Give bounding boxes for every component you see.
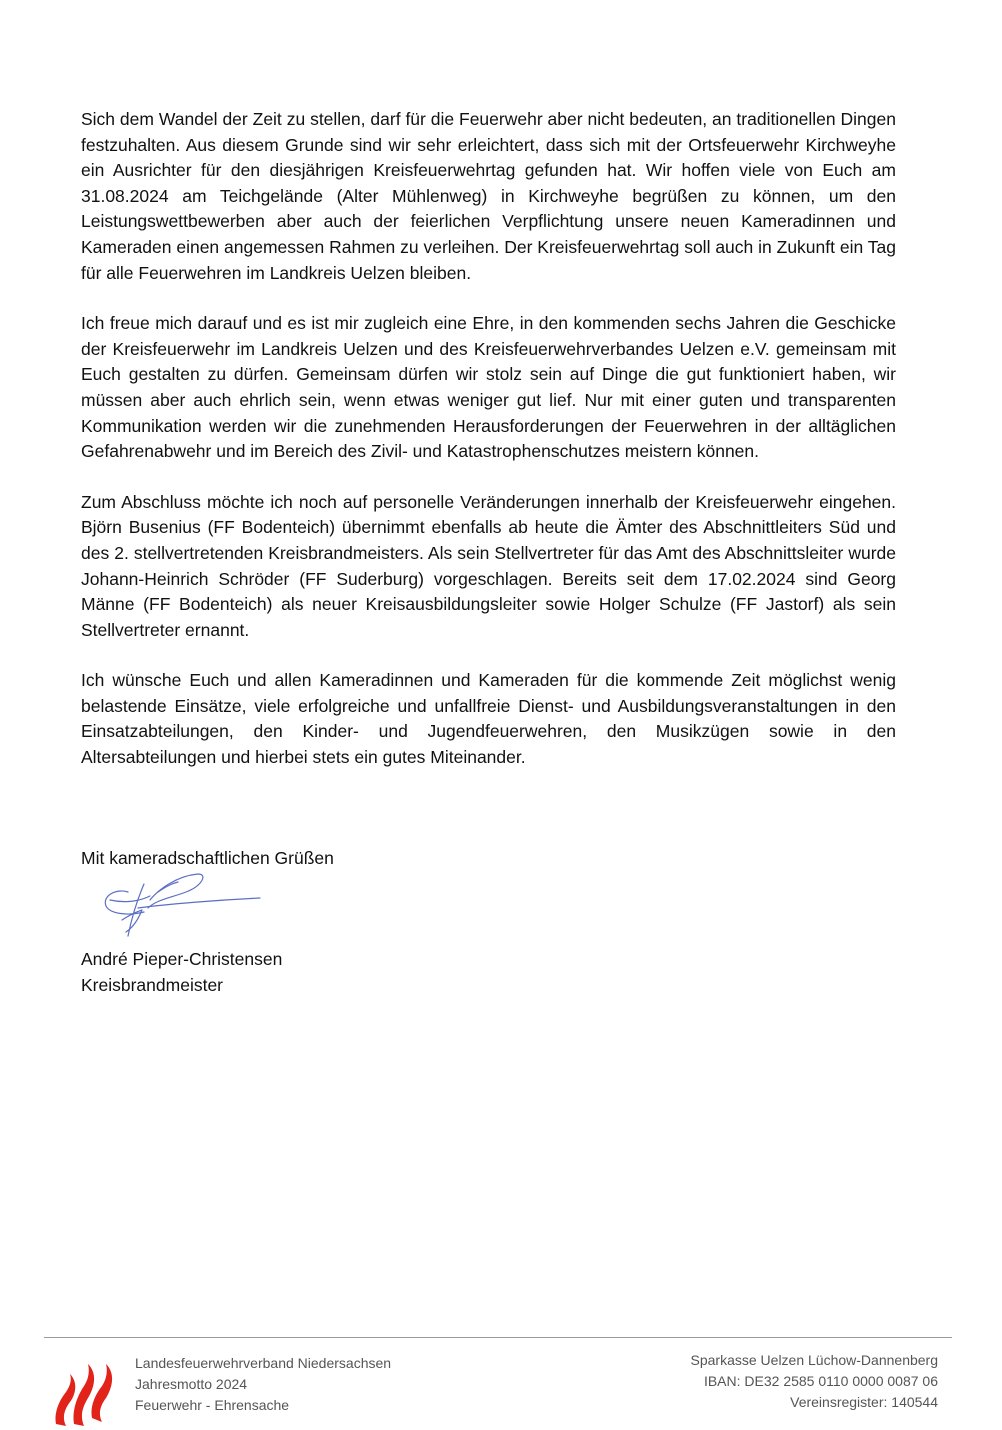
- footer-iban: IBAN: DE32 2585 0110 0000 0087 06: [703, 1373, 938, 1389]
- footer-bank-name: Sparkasse Uelzen Lüchow-Dannenberg: [690, 1352, 938, 1368]
- footer-association-info: [135, 1353, 391, 1416]
- flame-stripes-logo-icon: [52, 1354, 116, 1430]
- paragraph-personelle-veraenderungen: Zum Abschluss möchte ich noch auf personelle Veränderungen innerhalb der Kreisfeuerwehr eingehen. Björn Busenius (FF Bodenteich) übernimmt ebenfalls ab heute die Ämter des Abschnittleiters Süd und des 2. stellvertretenden Kreisbrandmeisters. Als sein Stellvertreter für das Amt des Abschnittsleiter wurde Johann-Heinrich Schröder (FF Suderburg) vorgeschlagen. Bereits seit dem 17.02.2024 sind Georg Männe (FF Bodenteich) als neuer Kreisausbildungsleiter sowie Holger Schulze (FF Jastorf) als sein Stellvertreter ernannt.: [81, 491, 896, 640]
- signer-name: André Pieper-Christensen: [81, 949, 283, 969]
- signer-title: Kreisbrandmeister: [81, 974, 223, 995]
- footer-motto-year: Jahresmotto 2024: [135, 1376, 248, 1392]
- footer-register: Vereinsregister: 140544: [790, 1394, 938, 1410]
- footer-bank-info: [691, 1350, 938, 1413]
- footer-association-name: Landesfeuerwehrverband Niedersachsen: [135, 1355, 392, 1371]
- paragraph-kommende-jahre: Ich freue mich darauf und es ist mir zugleich eine Ehre, in den kommenden sechs Jahren die Geschicke der Kreisfeuerwehr im Landkreis Uelzen und des Kreisfeuerwehrverbandes Uelzen e.V. gemeinsam mit Euch gestalten zu dürfen. Gemeinsam dürfen wir stolz sein auf Dinge die gut funktioniert haben, wir müssen aber auch ehrlich sein, wenn etwas weniger gut lief. Nur mit einer guten und transparenten Kommunikation werden wir die zunehmenden Herausforderungen der Feuerwehren in der alltäglichen Gefahrenabwehr und im Bereich des Zivil- und Katastrophenschutzes meistern können.: [81, 313, 896, 462]
- closing-greeting: Mit kameradschaftlichen Grüßen: [81, 848, 334, 868]
- handwritten-signature-icon: [98, 870, 268, 948]
- footer-motto: Feuerwehr - Ehrensache: [135, 1397, 290, 1413]
- letter-body: [81, 107, 896, 796]
- paragraph-wuensche: Ich wünsche Euch und allen Kameradinnen und Kameraden für die kommende Zeit möglichst wenig belastende Einsätze, viele erfolgreiche und unfallfreie Dienst- und Ausbildungsveranstaltungen in den Einsatzabteilungen, den Kinder- und Jugendfeuerwehren, den Musikzügen sowie in den Altersabteilungen und hierbei stets ein gutes Miteinander.: [81, 670, 896, 768]
- signer-block: [81, 947, 282, 998]
- footer-divider: [44, 1337, 952, 1338]
- paragraph-kreisfeuerwehrtag: Sich dem Wandel der Zeit zu stellen, darf für die Feuerwehr aber nicht bedeuten, an traditionellen Dingen festzuhalten. Aus diesem Grunde sind wir sehr erleichtert, dass sich mit der Ortsfeuerwehr Kirchweyhe ein Ausrichter für den diesjährigen Kreisfeuerwehrtag gefunden hat. Wir hoffen viele von Euch am 31.08.2024 am Teichgelände (Alter Mühlenweg) in Kirchweyhe begrüßen zu können, um den Leistungswettbewerben aber auch der feierlichen Verpflichtung unsere neuen Kameradinnen und Kameraden einen angemessen Rahmen zu verleihen. Der Kreisfeuerwehrtag soll auch in Zukunft ein Tag für alle Feuerwehren im Landkreis Uelzen bleiben.: [81, 109, 896, 283]
